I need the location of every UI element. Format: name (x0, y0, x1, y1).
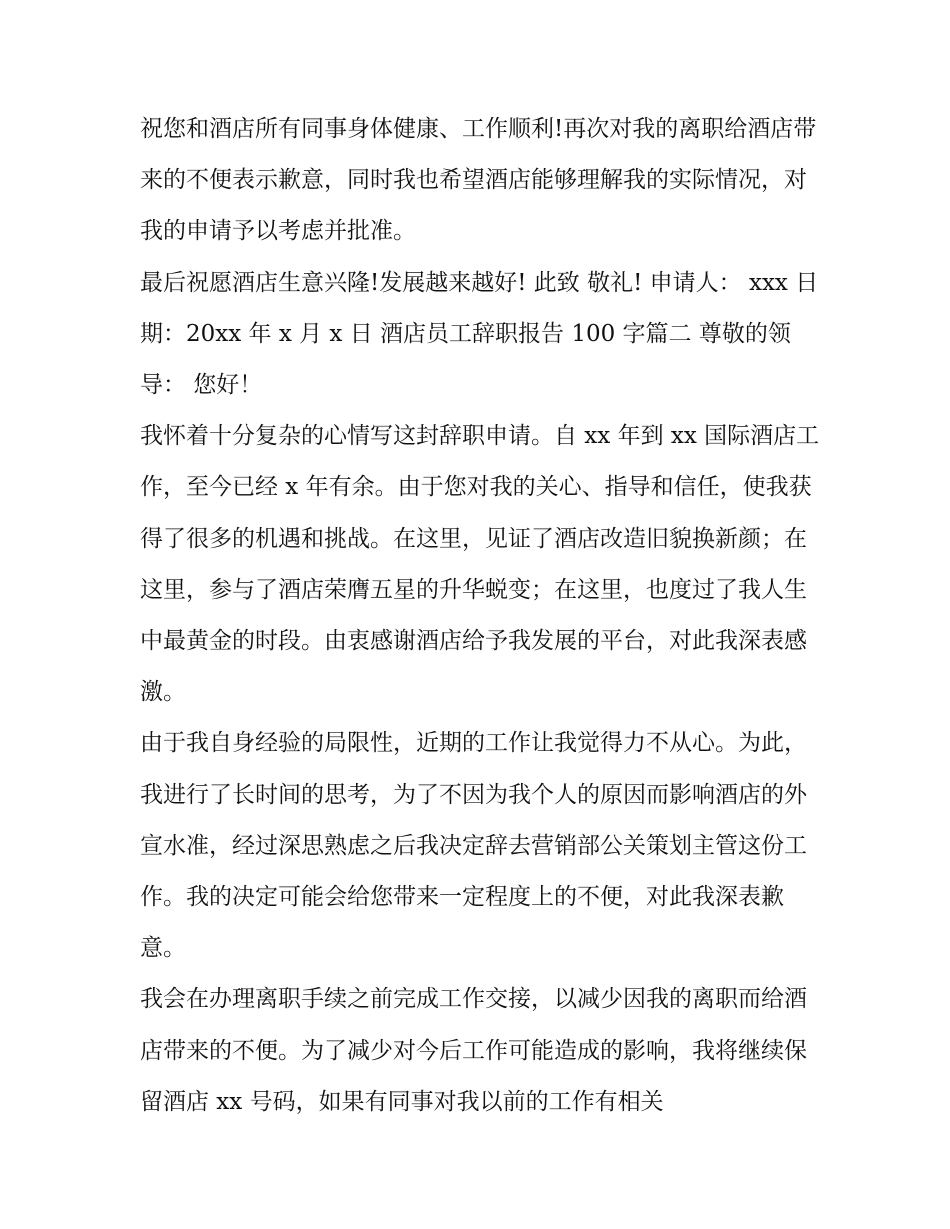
document-page (140, 104, 820, 1128)
paragraph-closing-wishes: 祝您和酒店所有同事身体健康、工作顺利!再次对我的离职给酒店带来的不便表示歉意，同时我也希望酒店能够理解我的实际情况，对我的申请予以考虑并批准。 (140, 116, 817, 245)
paragraph-signature-and-salutation: 最后祝愿酒店生意兴隆!发展越来越好! 此致 敬礼! 申请人： xxx 日 期：20xx 年 x 月 x 日 酒店员工辞职报告 100 字篇二 尊敬的领导： 您好！ (140, 269, 819, 399)
paragraph-handover: 我会在办理离职手续之前完成工作交接，以减少因我的离职而给酒店带来的不便。为了减少对今后工作可能造成的影响，我将继续保留酒店 xx 号码，如果有同事对我以前的工作有相关 (140, 986, 807, 1115)
paragraph-reason: 由于我自身经验的局限性，近期的工作让我觉得力不从心。为此，我进行了长时间的思考，为了不因为我个人的原因而影响酒店的外宣水准，经过深思熟虑之后我决定辞去营销部公关策划主管这份工作。我的决定可能会给您带来一定程度上的不便，对此我深表歉意。 (140, 730, 807, 962)
paragraph-introduction: 我怀着十分复杂的心情写这封辞职申请。自 xx 年到 xx 国际酒店工作，至今已经 x 年有余。由于您对我的关心、指导和信任，使我获得了很多的机遇和挑战。在这里，见证了酒店改造旧貌换新颜；在这里，参与了酒店荣膺五星的升华蜕变；在这里，也度过了我人生中最黄金的时段。由衷感谢酒店给予我发展的平台，对此我深表感激。 (140, 423, 820, 706)
